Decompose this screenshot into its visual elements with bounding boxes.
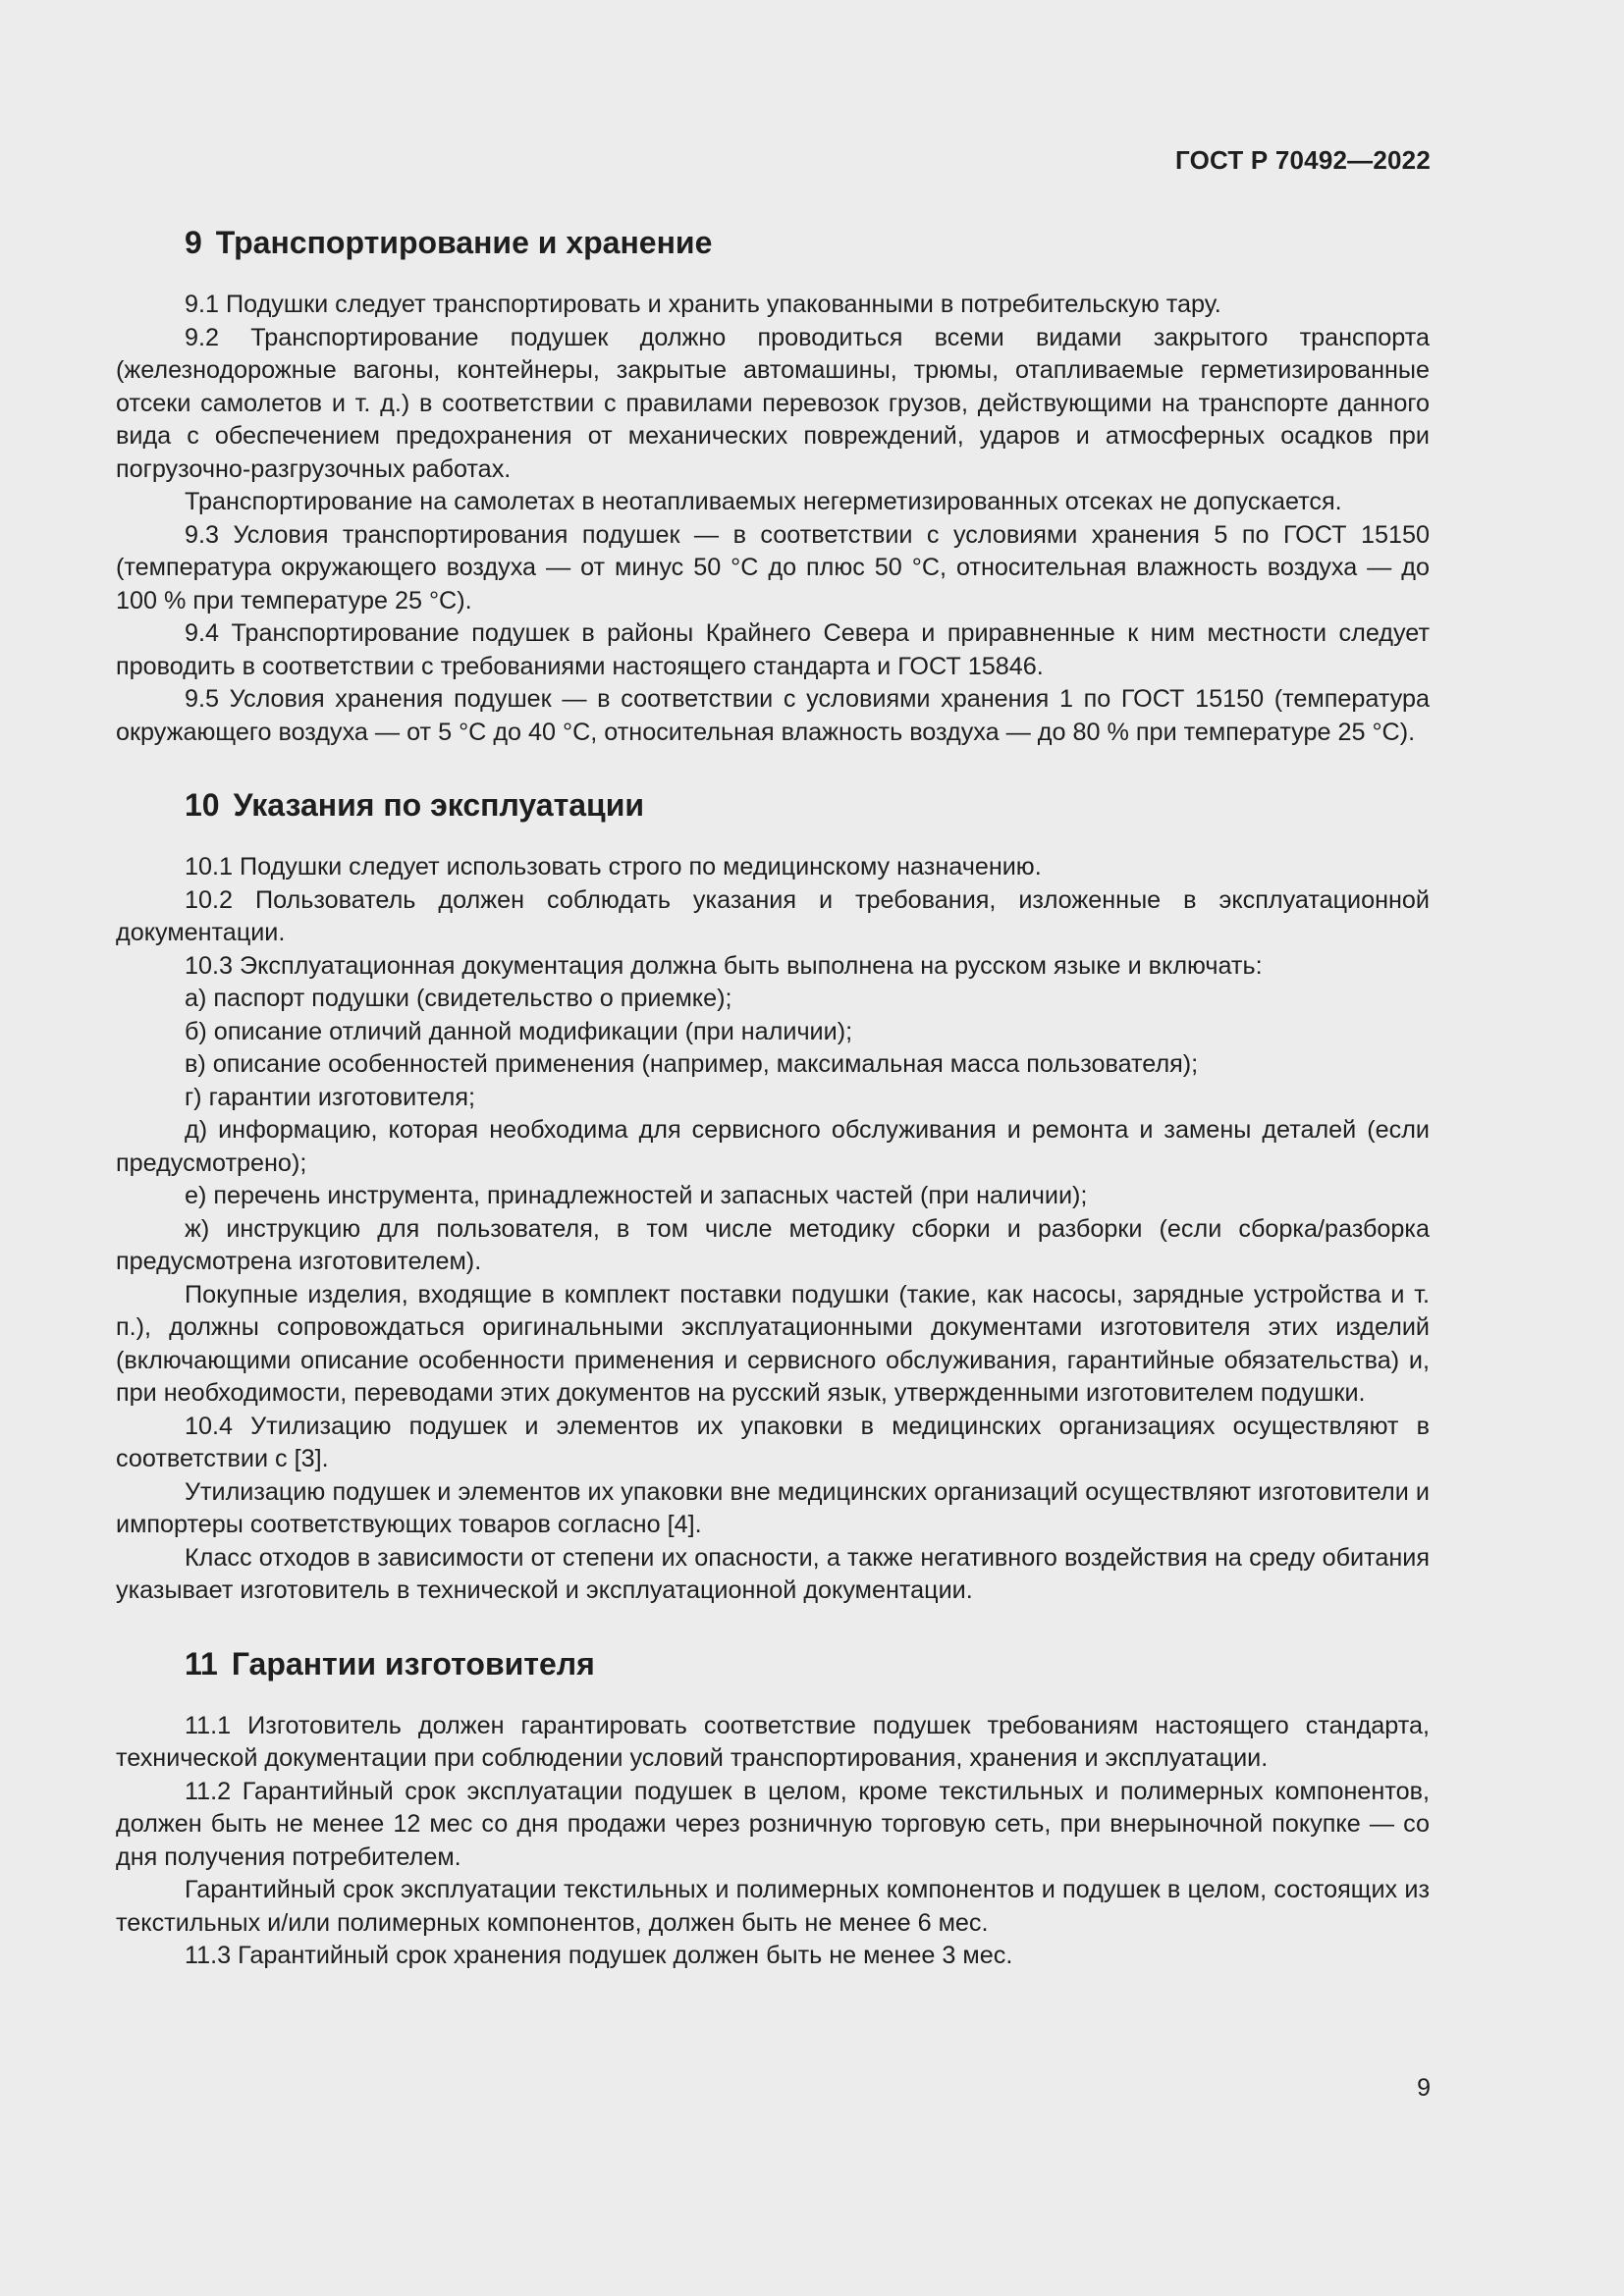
section-9 <box>116 220 1430 749</box>
section-title: Гарантии изготовителя <box>231 1645 595 1682</box>
list-item: е) перечень инструмента, принадлежностей и запасных частей (при наличии); <box>185 1182 1088 1209</box>
paragraph: 10.2 Пользователь должен соблюдать указания и требования, изложенные в эксплуатационной документации. <box>116 885 1430 946</box>
section-heading <box>185 1641 1430 1686</box>
list-item: а) паспорт подушки (свидетельство о приемке); <box>185 985 732 1012</box>
paragraph: Транспортирование на самолетах в неотапливаемых негерметизированных отсеках не допускается. <box>185 488 1342 515</box>
paragraph: 11.1 Изготовитель должен гарантировать соответствие подушек требованиям настоящего стандарта, технической документации при соблюдении условий транспортирования, хранения и эксплуатации. <box>116 1711 1430 1772</box>
paragraph: 9.3 Условия транспортирования подушек — в соответствии с условиями хранения 5 по ГОСТ 15150 (температура окружающего воздуха — от минус 50 °С до плюс 50 °С, относительная влажность воздуха — до 100 % при температуре 25 °С). <box>116 520 1430 614</box>
paragraph: 9.1 Подушки следует транспортировать и хранить упакованными в потребительскую тару. <box>185 291 1221 318</box>
paragraph: 9.5 Условия хранения подушек — в соответствии с условиями хранения 1 по ГОСТ 15150 (температура окружающего воздуха — от 5 °С до 40 °С, относительная влажность воздуха — до 80 % при температуре 25 °С). <box>116 685 1430 746</box>
page-content <box>116 220 1430 1973</box>
section-title: Указания по эксплуатации <box>233 787 645 823</box>
paragraph: 10.3 Эксплуатационная документация должна быть выполнена на русском языке и включать: <box>185 951 1263 980</box>
section-heading <box>185 220 1430 265</box>
list-item: б) описание отличий данной модификации (при наличии); <box>185 1017 853 1045</box>
paragraph: Гарантийный срок эксплуатации текстильных и полимерных компонентов и подушек в целом, состоящих из текстильных и/или полимерных компонентов, должен быть не менее 6 мес. <box>116 1876 1430 1937</box>
list-item: в) описание особенностей применения (например, максимальная масса пользователя); <box>185 1050 1199 1078</box>
paragraph: 9.4 Транспортирование подушек в районы Крайнего Севера и приравненные к ним местности следует проводить в соответствии с требованиями настоящего стандарта и ГОСТ 15846. <box>116 619 1430 680</box>
paragraph: 11.2 Гарантийный срок эксплуатации подушек в целом, кроме текстильных и полимерных компонентов, должен быть не менее 12 мес со дня продажи через розничную торговую сеть, при внерыночной покупке — со дня получения потребителем. <box>116 1777 1430 1871</box>
section-title: Транспортирование и хранение <box>215 225 713 260</box>
list-item: г) гарантии изготовителя; <box>185 1083 475 1111</box>
list-item: д) информацию, которая необходима для сервисного обслуживания и ремонта и замены деталей (если предусмотрено); <box>116 1116 1430 1177</box>
section-number: 10 <box>185 787 220 823</box>
section-heading <box>185 782 1430 828</box>
list-item: ж) инструкцию для пользователя, в том числе методику сборки и разборки (если сборка/разборка предусмотрена изготовителем). <box>116 1214 1430 1275</box>
section-11 <box>116 1641 1430 1973</box>
page-number: 9 <box>1417 2074 1431 2102</box>
paragraph: 9.2 Транспортирование подушек должно проводиться всеми видами закрытого транспорта (железнодорожные вагоны, контейнеры, закрытые автомашины, трюмы, отапливаемые герметизированные отсеки самолетов и т. д.) в соответствии с правилами перевозок грузов, действующими на транспорте данного вида с обеспечением предохранения от механических повреждений, ударов и атмосферных осадков при погрузочно-разгрузочных работах. <box>116 323 1430 483</box>
section-number: 11 <box>185 1645 218 1682</box>
paragraph: Утилизацию подушек и элементов их упаковки вне медицинских организаций осуществляют изготовители и импортеры соответствующих товаров согласно [4]. <box>116 1477 1430 1538</box>
paragraph: 10.1 Подушки следует использовать строго по медицинскому назначению. <box>185 853 1042 881</box>
paragraph: 11.3 Гарантийный срок хранения подушек должен быть не менее 3 мес. <box>185 1942 1013 1969</box>
paragraph: Покупные изделия, входящие в комплект поставки подушки (такие, как насосы, зарядные устройства и т. п.), должны сопровождаться оригинальными эксплуатационными документами изготовителя этих изделий (включающими описание особенности применения и сервисного обслуживания, гарантийные обязательства) и, при необходимости, переводами этих документов на русский язык, утвержденными изготовителем подушки. <box>116 1280 1430 1407</box>
document-code: ГОСТ Р 70492—2022 <box>1175 145 1431 175</box>
section-number: 9 <box>185 225 202 260</box>
paragraph: 10.4 Утилизацию подушек и элементов их упаковки в медицинских организациях осуществляют в соответствии с [3]. <box>116 1412 1430 1472</box>
section-10 <box>116 782 1430 1608</box>
paragraph: Класс отходов в зависимости от степени их опасности, а также негативного воздействия на среду обитания указывает изготовитель в технической и эксплуатационной документации. <box>116 1543 1430 1604</box>
